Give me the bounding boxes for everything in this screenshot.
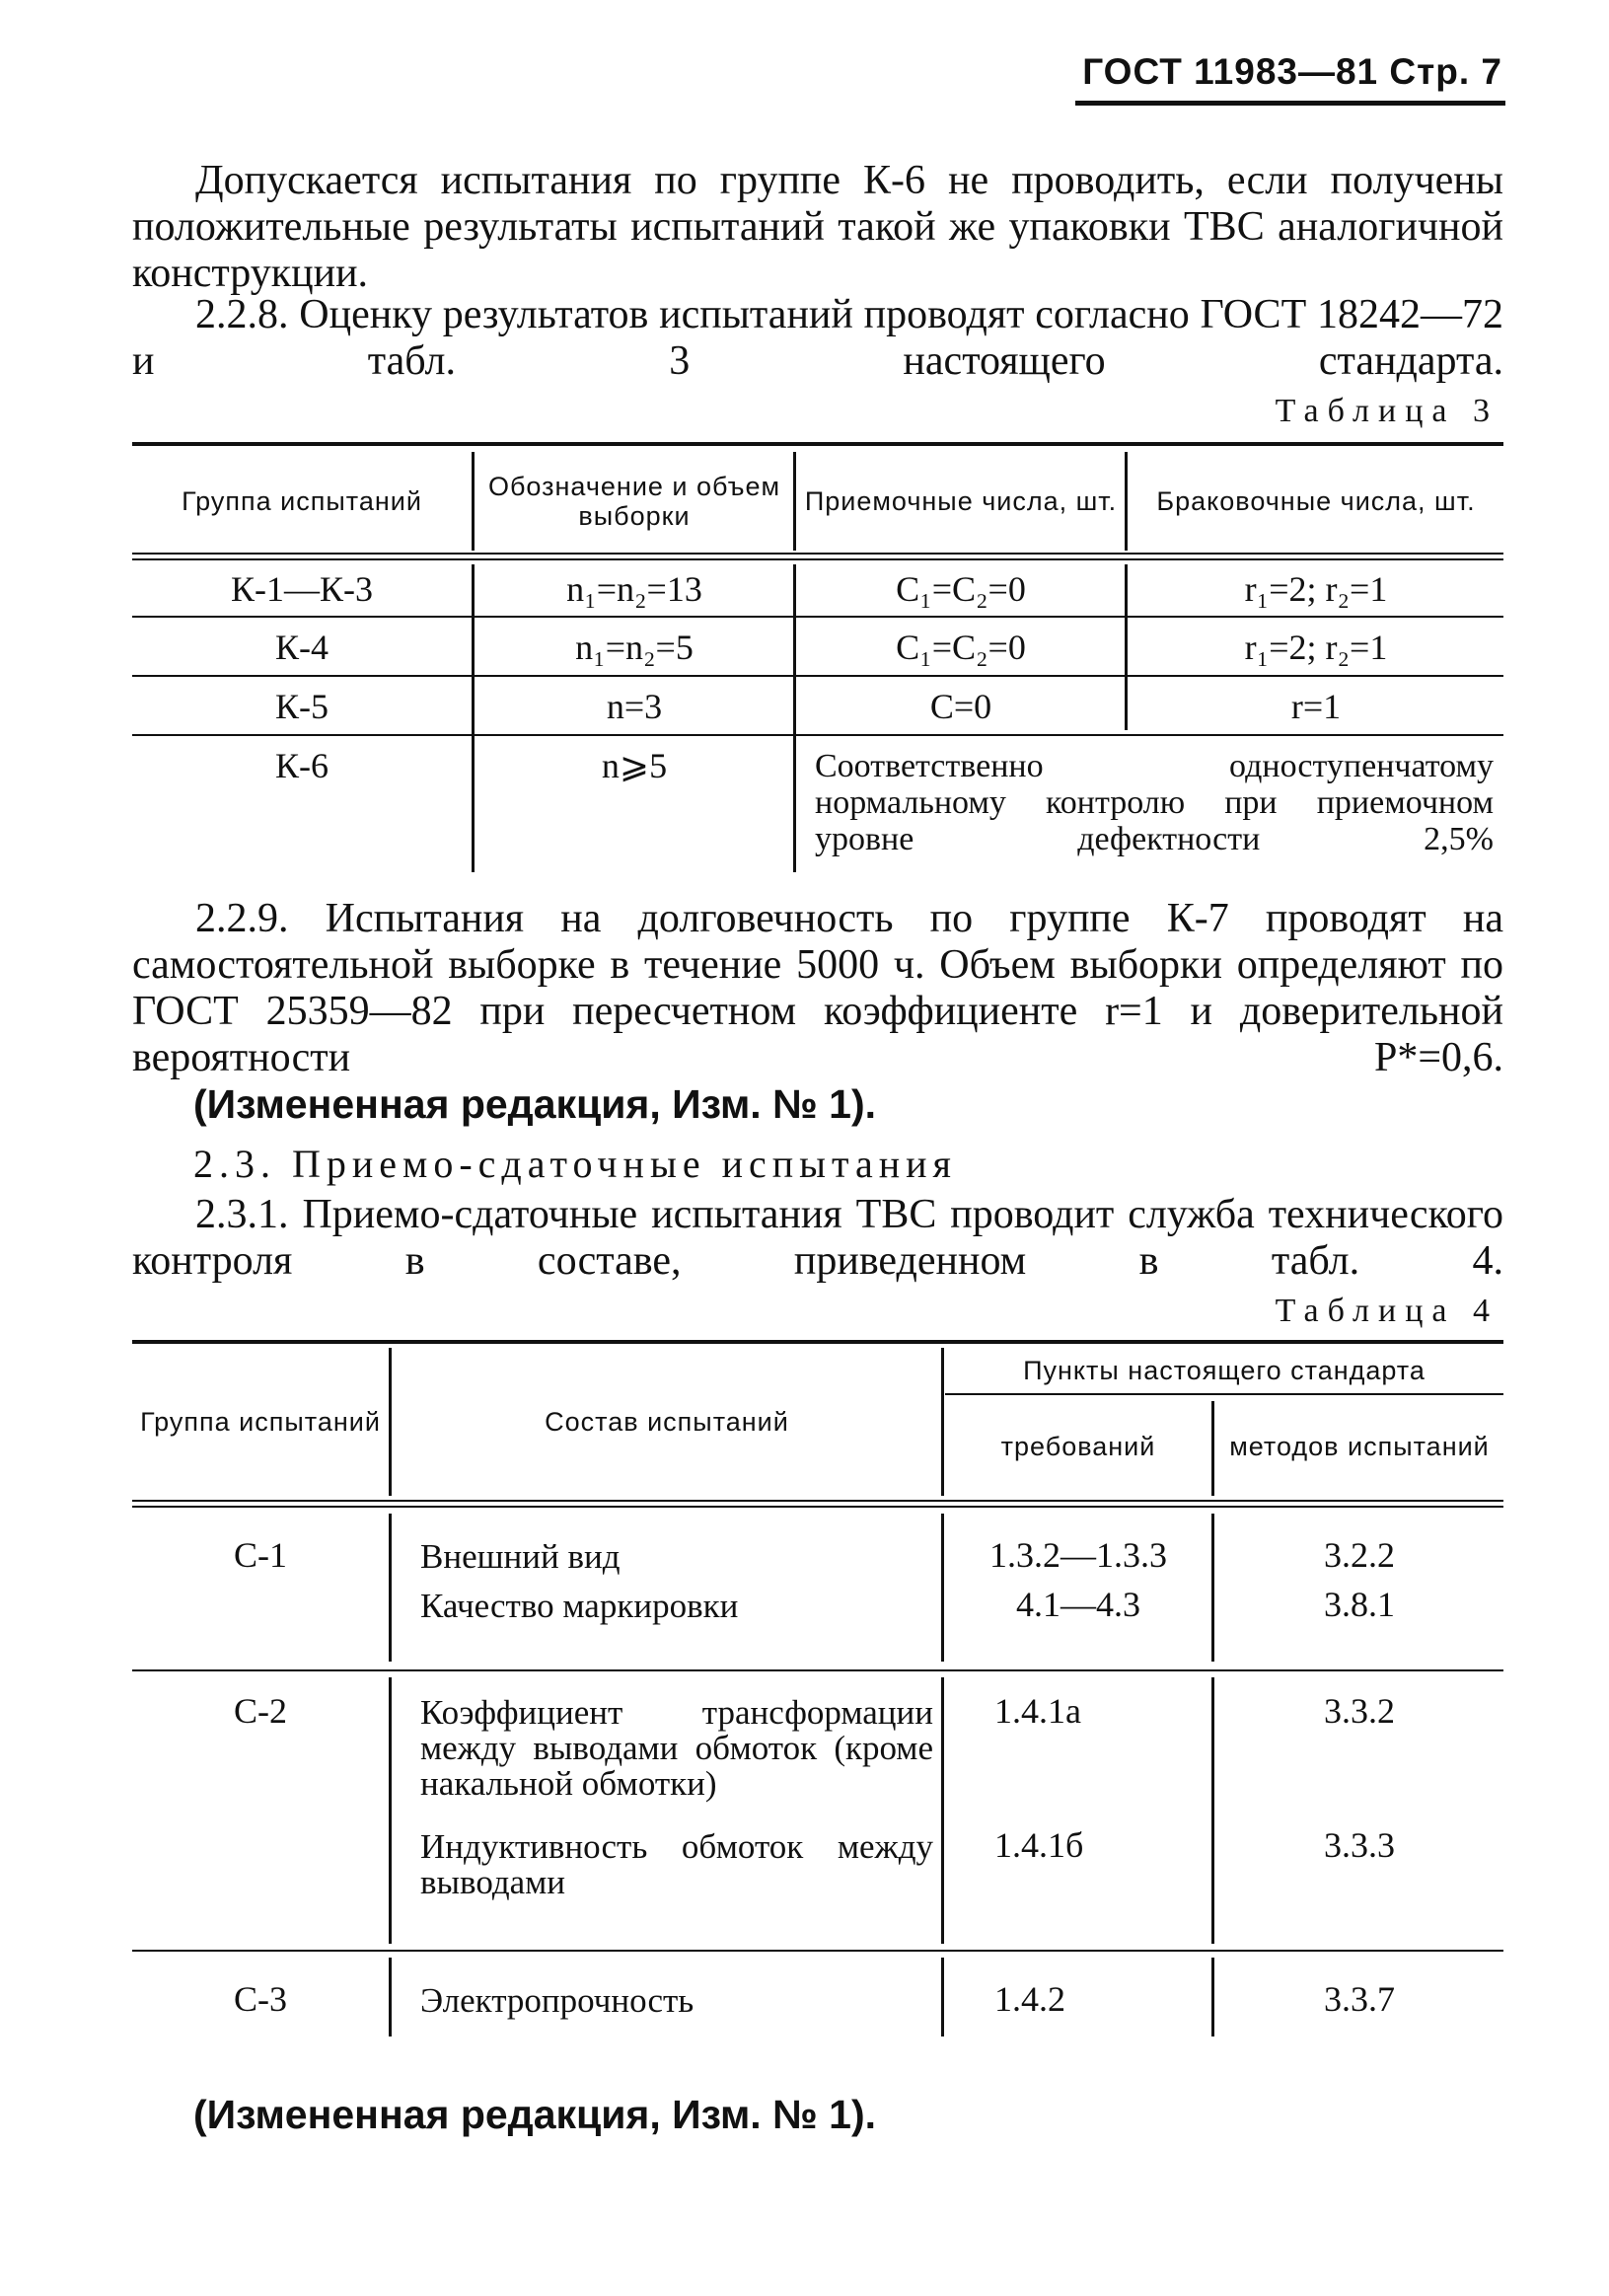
table4-col-sep	[941, 1958, 944, 2037]
table3-header-group: Группа испытаний	[182, 486, 422, 516]
table4-top-rule	[132, 1340, 1503, 1344]
table3-header-rule	[132, 553, 1503, 555]
table3-row-rule	[132, 675, 1503, 677]
table3-col-sep	[1125, 564, 1128, 730]
table4-req-cell: 4.1—4.3	[1016, 1585, 1140, 1624]
table3-cell: n₁=n₂=5	[575, 628, 694, 667]
table3-col-sep	[793, 564, 796, 872]
table4-subheader-rule	[945, 1393, 1503, 1395]
table4-col-sep	[389, 1348, 392, 1496]
table4-test-name: Электропрочность	[420, 1981, 695, 2020]
table4-req-cell: 1.4.2	[994, 1979, 1065, 2019]
table3-cell: r=1	[1290, 687, 1342, 726]
table3-cell: C₁=C₂=0	[896, 628, 1026, 667]
table4-test-name: Качество маркировки	[420, 1587, 739, 1625]
table4-header-requirements: требований	[1000, 1432, 1156, 1461]
table4-meth-cell: 3.8.1	[1324, 1585, 1395, 1624]
table4-col-sep	[1211, 1958, 1214, 2037]
paragraph-2-2-9: 2.2.9. Испытания на долговечность по группе К-7 проводят на самостоятельной выборке в течение 5000 ч. Объем выборки определяют по ГОСТ 25359—82 при пересчетном коэффициенте r=1 и доверительной вероятности P*=0,6.	[132, 896, 1503, 1080]
table4-col-sep	[941, 1514, 944, 1662]
paragraph-k6-note: Допускается испытания по группе К-6 не проводить, если получены положительные результаты испытаний такой же упаковки ТВС аналогичной конструкции.	[132, 158, 1503, 296]
table3-cell: К-1—К-3	[231, 569, 373, 609]
section-heading-2-3: 2.3. Приемо-сдаточные испытания	[193, 1142, 957, 1186]
table4-col-sep	[389, 1677, 392, 1944]
table3-header-rejection: Браковочные числа, шт.	[1156, 486, 1476, 516]
table3-cell: К-4	[275, 628, 329, 667]
table4-test-name: Коэффициент трансформации между выводами обмоток (кроме накальной обмотки)	[420, 1693, 933, 1803]
header-rule	[1075, 101, 1505, 106]
table3-cell: C=0	[929, 687, 992, 726]
table4-meth-cell: 3.2.2	[1324, 1535, 1395, 1575]
table4-col-sep	[389, 1958, 392, 2037]
table4-header-group: Группа испытаний	[140, 1407, 381, 1437]
table3-col-sep	[472, 452, 475, 551]
table4-header-rule-2	[132, 1506, 1503, 1508]
table3-cell: n⩾5	[601, 746, 668, 785]
table4-header-points: Пункты настоящего стандарта	[1023, 1356, 1426, 1385]
table4-req-cell: 1.3.2—1.3.3	[989, 1535, 1167, 1575]
table3-row-rule	[132, 616, 1503, 618]
table4-col-sep	[1211, 1514, 1214, 1662]
table4-row-rule	[132, 1950, 1503, 1952]
table4-col-sep	[941, 1677, 944, 1944]
table3-cell: n₁=n₂=13	[566, 569, 702, 609]
table3-cell: r₁=2; r₂=1	[1244, 569, 1388, 609]
table3-caption: Таблица 3	[1275, 393, 1499, 429]
table3-col-sep	[1125, 452, 1128, 551]
table4-meth-cell: 3.3.7	[1324, 1979, 1395, 2019]
table3-cell: К-6	[275, 746, 329, 785]
amendment-note: (Измененная редакция, Изм. № 1).	[193, 1081, 877, 1127]
table3-cell: C₁=C₂=0	[896, 569, 1026, 609]
table3-top-rule	[132, 442, 1503, 446]
page-header: ГОСТ 11983—81 Стр. 7	[1082, 51, 1502, 92]
table3-row-rule	[132, 734, 1503, 736]
table3-cell: r₁=2; r₂=1	[1244, 628, 1388, 667]
table4-row-rule	[132, 1669, 1503, 1671]
table4-group-cell: С-1	[234, 1535, 287, 1575]
table4-header-rule	[132, 1500, 1503, 1502]
paragraph-2-3-1: 2.3.1. Приемо-сдаточные испытания ТВС проводит служба технического контроля в составе, приведенном в табл. 4.	[132, 1192, 1503, 1284]
table3-cell: К-5	[275, 687, 329, 726]
table4-group-cell: С-3	[234, 1979, 287, 2019]
table3-header-acceptance: Приемочные числа, шт.	[804, 486, 1118, 516]
table4-req-cell: 1.4.1б	[994, 1825, 1084, 1865]
table3-header-sample: Обозначение и объем выборки	[487, 472, 781, 531]
table3-header-rule-2	[132, 558, 1503, 560]
table4-test-name: Внешний вид	[420, 1537, 621, 1576]
table4-col-sep	[389, 1514, 392, 1662]
table4-col-sep	[1211, 1401, 1214, 1496]
final-amendment-note: (Измененная редакция, Изм. № 1).	[193, 2092, 877, 2137]
table3-col-sep	[472, 564, 475, 872]
paragraph-2-2-8: 2.2.8. Оценку результатов испытаний проводят согласно ГОСТ 18242—72 и табл. 3 настоящего стандарта.	[132, 292, 1503, 384]
table4-test-name: Индуктивность обмоток между выводами	[420, 1827, 933, 1901]
table4-header-methods: методов испытаний	[1229, 1432, 1490, 1461]
table3-col-sep	[793, 452, 796, 551]
table3-k6-criteria: Соответственно одноступенчатому нормальному контролю при приемочном уровне дефектности 2,5%	[815, 748, 1494, 857]
table4-col-sep	[941, 1348, 944, 1496]
table4-col-sep	[1211, 1677, 1214, 1944]
table4-meth-cell: 3.3.2	[1324, 1691, 1395, 1731]
table4-caption: Таблица 4	[1275, 1293, 1499, 1329]
table4-group-cell: С-2	[234, 1691, 287, 1731]
table4-header-composition: Состав испытаний	[545, 1407, 789, 1437]
table4-req-cell: 1.4.1а	[994, 1691, 1081, 1731]
table4-meth-cell: 3.3.3	[1324, 1825, 1395, 1865]
table3-cell: n=3	[606, 687, 663, 726]
